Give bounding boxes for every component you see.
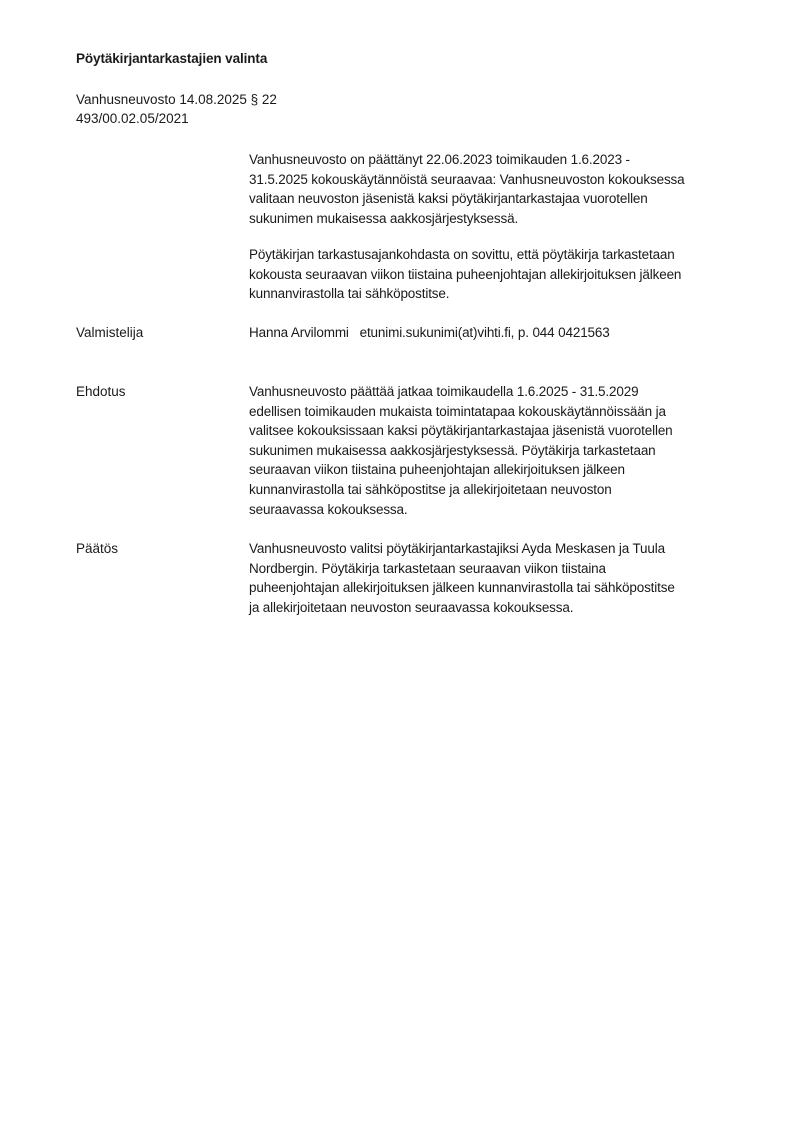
background-paragraph-1 — [249, 150, 739, 228]
text-line: 31.5.2025 kokouskäytännöistä seuraavaa: Vanhusneuvoston kokouksessa — [249, 171, 685, 187]
text-line: edellisen toimikauden mukaista toimintatapaa kokouskäytännöissään ja — [249, 403, 666, 419]
text-line: Vanhusneuvosto päättää jatkaa toimikaudella 1.6.2025 - 31.5.2029 — [249, 384, 639, 399]
text-line: kunnanvirastolla tai sähköpostitse ja allekirjoitetaan neuvoston — [249, 481, 612, 497]
text-line: kokousta seuraavan viikon tiistaina puheenjohtajan allekirjoituksen jälkeen — [249, 266, 682, 282]
decision-label: Päätös — [76, 541, 119, 556]
text-line: Vanhusneuvosto on päättänyt 22.06.2023 toimikauden 1.6.2023 - — [249, 152, 630, 167]
text-line: Nordbergin. Pöytäkirja tarkastetaan seuraavan viikon tiistaina — [249, 560, 606, 576]
text-line: valitsee kokouksissaan kaksi pöytäkirjantarkastajaa jäsenistä vuorotellen — [249, 423, 673, 439]
proposal-text — [249, 382, 739, 519]
case-number: 493/00.02.05/2021 — [76, 111, 189, 126]
decision-text — [249, 539, 739, 617]
text-line: sukunimen mukaisessa aakkosjärjestyksessä. Pöytäkirja tarkastetaan — [249, 442, 656, 458]
document-title: Pöytäkirjantarkastajien valinta — [76, 51, 268, 66]
text-line: ja allekirjoitetaan neuvoston seuraavassa kokouksessa. — [249, 599, 574, 615]
text-line: valitaan neuvoston jäsenistä kaksi pöytäkirjantarkastajaa vuorotellen — [249, 191, 648, 207]
preparer-value: Hanna Arvilommi etunimi.sukunimi(at)vihti.fi, p. 044 0421563 — [249, 325, 610, 340]
proposal-label: Ehdotus — [76, 384, 126, 399]
text-line: Vanhusneuvosto valitsi pöytäkirjantarkastajiksi Ayda Meskasen ja Tuula — [249, 541, 665, 556]
text-line: Pöytäkirjan tarkastusajankohdasta on sovittu, että pöytäkirja tarkastetaan — [249, 247, 675, 262]
text-line: kunnanvirastolla tai sähköpostitse. — [249, 286, 450, 302]
document-meta — [76, 90, 277, 128]
preparer-label: Valmistelija — [76, 325, 144, 340]
text-line: seuraavan viikon tiistaina puheenjohtajan allekirjoituksen jälkeen — [249, 462, 625, 478]
text-line: sukunimen mukaisessa aakkosjärjestyksessä. — [249, 210, 519, 226]
text-line: seuraavassa kokouksessa. — [249, 501, 408, 517]
text-line: puheenjohtajan allekirjoituksen jälkeen kunnanvirastolla tai sähköpostitse — [249, 580, 675, 596]
meeting-reference: Vanhusneuvosto 14.08.2025 § 22 — [76, 92, 277, 107]
background-paragraph-2 — [249, 245, 739, 304]
